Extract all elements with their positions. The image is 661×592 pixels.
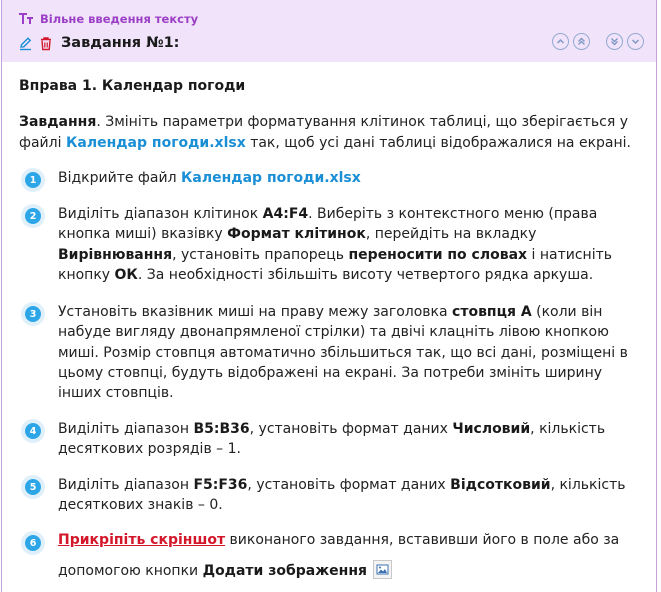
percent-format-name: Відсотковий	[450, 477, 551, 493]
chevron-up-icon	[556, 37, 565, 46]
step-2-text-5: і натисніть кнопку	[58, 246, 612, 283]
step-3-text-2: (коли він набуде вигляду двонапрямленої стрілки) та двічі клацніть лівою кнопкою миші. Розмір стовпця автоматично збільшиться так, що всі дані, розміщені в цьому стовпці, будуть відображені на екрані. За потреби змініть ширину інших стовпців.	[58, 304, 628, 402]
step-2-text-3: , перейдіть на вкладку	[365, 226, 537, 243]
step-number: 6	[25, 535, 41, 551]
move-bottom-button[interactable]	[606, 33, 623, 50]
step-2-text-4: , установіть прапорець	[172, 246, 349, 263]
title-row	[18, 33, 180, 53]
range-a4-f4: A4:F4	[262, 206, 309, 222]
alignment-tab-name: Вирівнювання	[58, 246, 173, 263]
step-text	[58, 302, 638, 403]
step-text	[58, 419, 638, 460]
task-title: Завдання №1:	[61, 35, 180, 51]
add-image-button[interactable]	[373, 560, 392, 579]
wrap-text-option: переносити по словах	[348, 246, 528, 263]
step-number-badge	[21, 302, 45, 326]
step-4-text-3: , кількість десяткових розрядів – 1.	[58, 421, 606, 458]
question-type-label: Вільне введення тексту	[40, 12, 199, 26]
step-2-text-6: . За необхідності збільшіть висоту четвертого рядка аркуша.	[137, 266, 594, 283]
step-number-badge	[21, 419, 45, 443]
step-number: 4	[25, 423, 41, 439]
task-text: . Змініть параметри форматування клітинок таблиці, що зберігається у файлі	[19, 114, 629, 151]
ok-button-name: ОК	[114, 266, 138, 283]
reorder-controls	[552, 33, 644, 50]
number-format-name: Числовий	[452, 421, 531, 437]
task-description	[19, 112, 634, 153]
task-text-end: так, щоб усі дані таблиці відображалися на екрані.	[245, 134, 631, 151]
step-4-text-1: Виділіть діапазон	[58, 421, 194, 437]
question-type	[18, 10, 198, 28]
task-label: Завдання	[19, 114, 97, 130]
exercise-title: Вправа 1. Календар погоди	[19, 78, 246, 94]
format-cells-command: Формат клітинок	[227, 226, 366, 243]
move-down-button[interactable]	[627, 33, 644, 50]
step-5-text-3: , кількість десяткових знаків – 0.	[58, 477, 626, 514]
step-number-badge	[21, 168, 45, 192]
card-header	[2, 0, 656, 62]
column-a-name: стовпця А	[452, 304, 532, 320]
double-chevron-up-icon	[577, 37, 586, 46]
text-type-icon	[18, 12, 34, 26]
step-5-text-2: , установіть формат даних	[247, 477, 451, 493]
edit-icon[interactable]	[18, 36, 33, 51]
file-link[interactable]: Календар погоди.xlsx	[180, 170, 361, 186]
step-2-text-1: Виділіть діапазон клітинок	[58, 206, 263, 222]
step-number-badge	[21, 531, 45, 555]
double-chevron-down-icon	[610, 37, 619, 46]
step-text	[58, 168, 638, 188]
range-b5-b36: B5:B36	[193, 421, 250, 437]
range-f5-f36: F5:F36	[193, 477, 248, 493]
step-number: 3	[25, 306, 41, 322]
chevron-down-icon	[631, 37, 640, 46]
file-link[interactable]: Календар погоди.xlsx	[65, 134, 246, 151]
step-number-badge	[21, 204, 45, 228]
add-image-label: Додати зображення	[202, 563, 367, 579]
step-text	[58, 525, 638, 587]
move-up-button[interactable]	[552, 33, 569, 50]
step-number: 1	[25, 172, 41, 188]
step-5-text-1: Виділіть діапазон	[58, 477, 194, 493]
step-3-text-1: Установіть вказівник миші на праву межу заголовка	[58, 304, 453, 320]
move-top-button[interactable]	[573, 33, 590, 50]
step-text	[58, 475, 638, 516]
step-2-text-2: . Виберіть з контекстного меню (права кнопка миші) вказівку	[58, 206, 598, 243]
step-number: 5	[25, 479, 41, 495]
image-icon	[374, 561, 391, 578]
delete-icon[interactable]	[39, 36, 53, 51]
step-6-text-1: виконаного завдання, вставивши його в поле або за допомогою кнопки	[58, 532, 620, 579]
step-number: 2	[25, 208, 41, 224]
step-4-text-2: , установіть формат даних	[249, 421, 453, 437]
step-number-badge	[21, 475, 45, 499]
attach-screenshot-link[interactable]: Прикріпіть скріншот	[58, 532, 226, 548]
step-1-text: Відкрийте файл	[58, 170, 181, 186]
step-text	[58, 204, 638, 285]
task-card	[1, 0, 657, 592]
